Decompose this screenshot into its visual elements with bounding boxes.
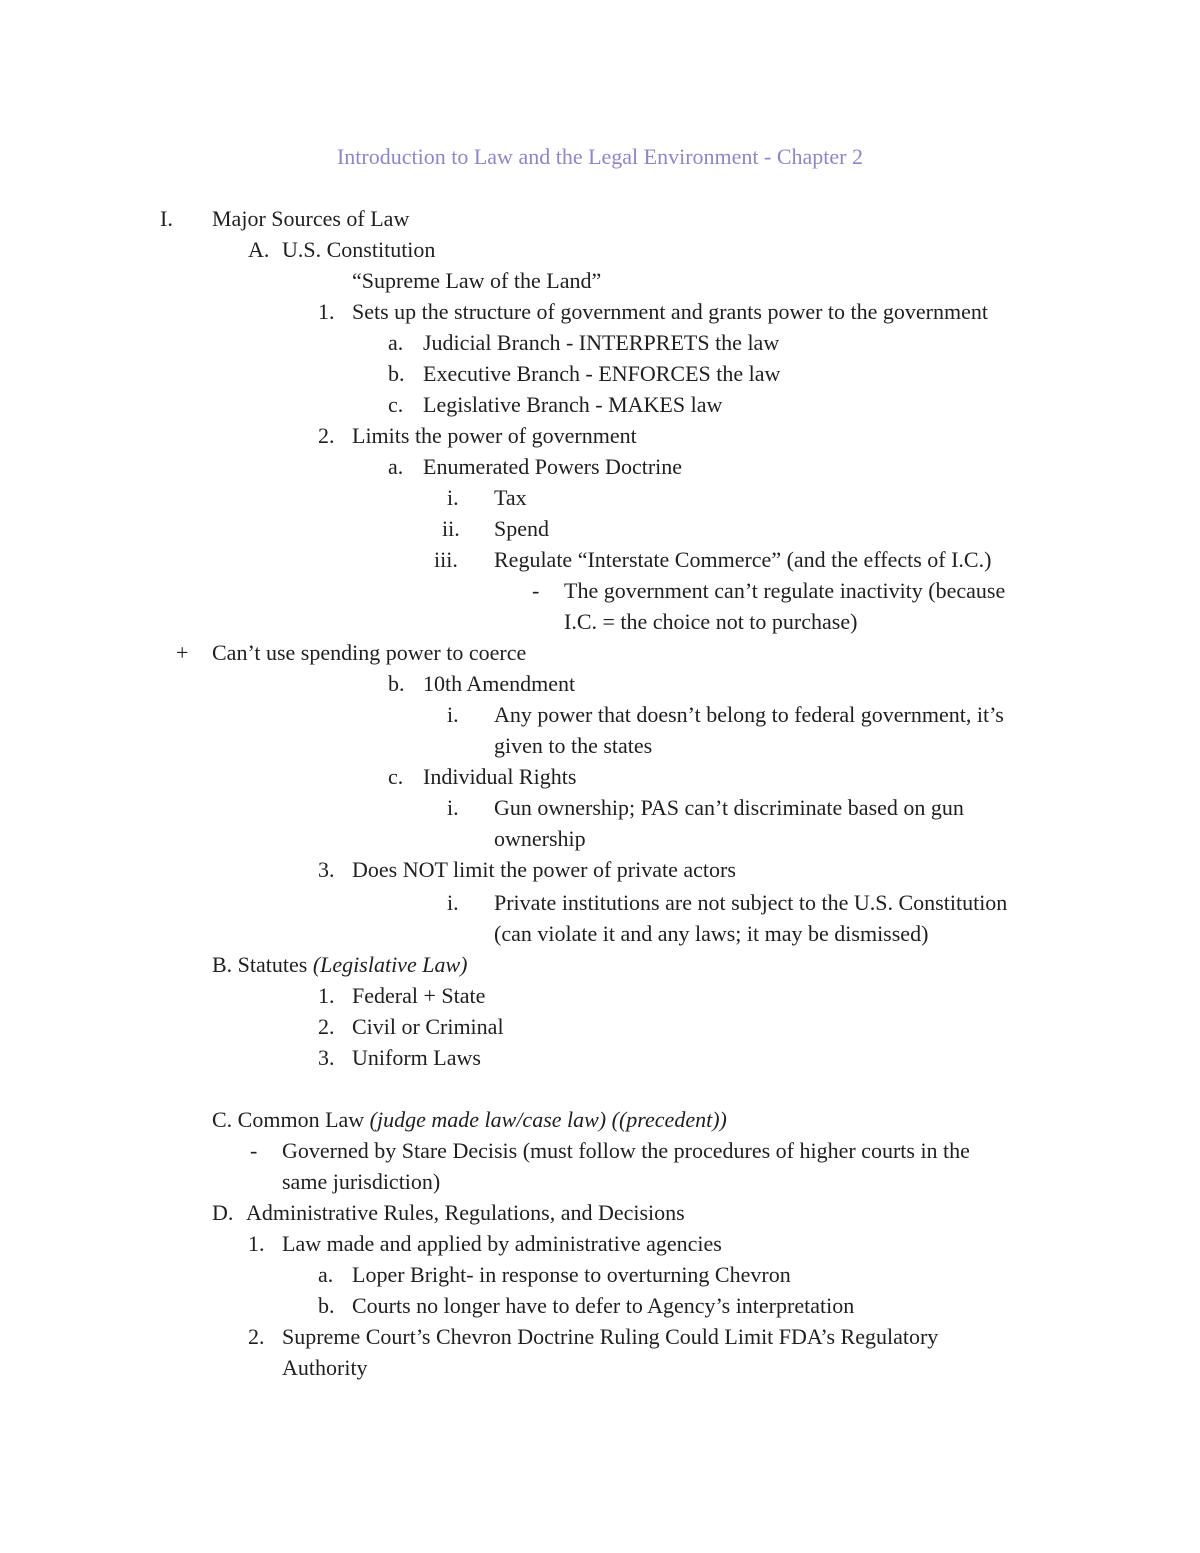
heading-common-law-text: C. Common Law	[212, 1107, 370, 1132]
outline-item: Sets up the structure of government and grants power to the government	[352, 299, 989, 324]
outline-item: Federal + State	[352, 983, 486, 1008]
outline-marker-roman-small: ii.	[442, 516, 460, 541]
outline-marker-letter: b.	[388, 361, 405, 386]
outline-item: Can’t use spending power to coerce	[212, 640, 527, 665]
outline-marker-roman-small: i.	[447, 890, 459, 915]
outline-marker-letter: c.	[388, 764, 404, 789]
outline-marker-roman-small: i.	[447, 485, 459, 510]
outline-marker-letter: c.	[388, 392, 404, 417]
outline-marker-number: 3.	[318, 1045, 335, 1070]
heading-statutes-italic: (Legislative Law)	[312, 952, 468, 977]
outline-marker-letter: a.	[388, 454, 404, 479]
outline-item: Executive Branch - ENFORCES the law	[423, 361, 781, 386]
heading-statutes-text: B. Statutes	[212, 952, 313, 977]
outline-item: Individual Rights	[423, 764, 577, 789]
outline-marker-number: 1.	[318, 983, 335, 1008]
outline-marker-letter: A.	[248, 237, 270, 262]
outline-marker-number: 3.	[318, 857, 335, 882]
outline-item: Spend	[494, 516, 549, 541]
outline-marker-number: 2.	[318, 1014, 335, 1039]
heading-us-constitution: U.S. Constitution	[282, 237, 436, 262]
heading-major-sources: Major Sources of Law	[212, 206, 410, 231]
outline-item: Any power that doesn’t belong to federal government, it’s	[494, 702, 1004, 727]
document-title: Introduction to Law and the Legal Environment - Chapter 2	[336, 144, 863, 169]
outline-marker-letter: a.	[318, 1262, 334, 1287]
outline-marker-roman-small: iii.	[434, 547, 458, 572]
outline-marker-roman: I.	[160, 206, 173, 231]
outline-item-continued: Authority	[282, 1355, 368, 1380]
outline-item-continued: given to the states	[494, 733, 653, 758]
outline-item-continued: (can violate it and any laws; it may be dismissed)	[494, 921, 929, 946]
outline-marker-number: 2.	[248, 1324, 265, 1349]
outline-item: Uniform Laws	[352, 1045, 481, 1070]
outline-marker-number: 1.	[248, 1231, 265, 1256]
outline-item: Tax	[494, 485, 527, 510]
outline-item: Judicial Branch - INTERPRETS the law	[423, 330, 780, 355]
outline-item: Supreme Court’s Chevron Doctrine Ruling Could Limit FDA’s Regulatory	[282, 1324, 939, 1349]
dash-bullet: -	[250, 1138, 258, 1163]
outline-marker-roman-small: i.	[447, 795, 459, 820]
outline-item: Civil or Criminal	[352, 1014, 504, 1039]
outline-item: Regulate “Interstate Commerce” (and the effects of I.C.)	[494, 547, 992, 572]
outline-marker-letter: b.	[388, 671, 405, 696]
heading-statutes	[212, 949, 467, 980]
outline-item-continued: same jurisdiction)	[282, 1169, 441, 1194]
outline-marker-letter: a.	[388, 330, 404, 355]
outline-item: Enumerated Powers Doctrine	[423, 454, 683, 479]
constitution-quote: “Supreme Law of the Land”	[352, 268, 602, 293]
heading-common-law	[212, 1104, 727, 1135]
outline-marker-number: 2.	[318, 423, 335, 448]
outline-marker-letter: D.	[212, 1200, 234, 1225]
heading-common-law-italic: (judge made law/case law) ((precedent))	[369, 1107, 727, 1132]
plus-bullet: +	[176, 640, 189, 665]
outline-item: Legislative Branch - MAKES law	[423, 392, 723, 417]
outline-item: Law made and applied by administrative agencies	[282, 1231, 722, 1256]
outline-item: Limits the power of government	[352, 423, 637, 448]
outline-marker-roman-small: i.	[447, 702, 459, 727]
outline-item: Does NOT limit the power of private actors	[352, 857, 736, 882]
outline-item: Private institutions are not subject to the U.S. Constitution	[494, 890, 1008, 915]
outline-marker-letter: b.	[318, 1293, 335, 1318]
outline-item: Gun ownership; PAS can’t discriminate based on gun	[494, 795, 964, 820]
outline-item: 10th Amendment	[423, 671, 576, 696]
heading-administrative-rules: Administrative Rules, Regulations, and Decisions	[246, 1200, 685, 1225]
outline-item: Governed by Stare Decisis (must follow the procedures of higher courts in the	[282, 1138, 970, 1163]
outline-item-continued: ownership	[494, 826, 586, 851]
outline-item: The government can’t regulate inactivity (because	[564, 578, 1006, 603]
outline-item: Courts no longer have to defer to Agency’s interpretation	[352, 1293, 855, 1318]
outline-item: Loper Bright- in response to overturning Chevron	[352, 1262, 791, 1287]
outline-marker-number: 1.	[318, 299, 335, 324]
outline-item-continued: I.C. = the choice not to purchase)	[564, 609, 858, 634]
dash-bullet: -	[532, 578, 540, 603]
